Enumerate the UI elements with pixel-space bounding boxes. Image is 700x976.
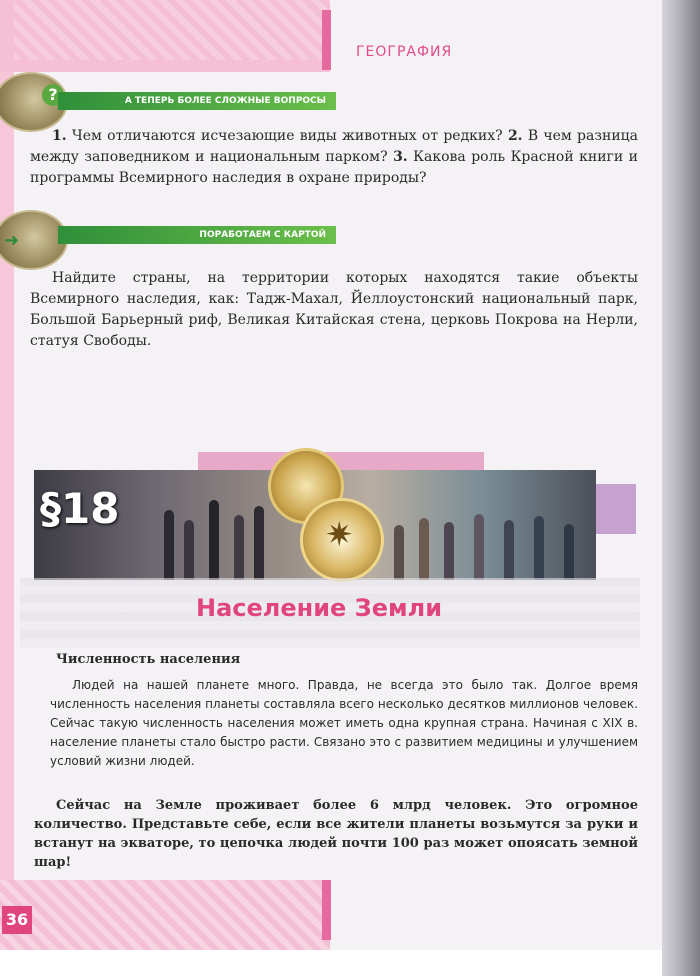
- page-number: 36: [2, 906, 32, 934]
- compass-rose-icon: ✷: [325, 515, 354, 555]
- chapter-title: Население Земли: [196, 594, 443, 622]
- book-spine-shadow: [662, 0, 700, 976]
- left-margin-strip: [0, 0, 14, 950]
- running-head: ГЕОГРАФИЯ: [356, 44, 453, 60]
- q2-number: 2.: [507, 128, 523, 144]
- question-2: В чем разница между заповедником и национальным парком?: [30, 128, 639, 165]
- map-task-text: Найдите страны, на территории которых находятся такие объекты Всемирного наследия, как: Тадж-Махал, Йеллоустонский национальный парк, Большой Барьерный риф, Великая Китайская стена, церковь Покрова на Нерли, статуя Свободы.: [30, 270, 638, 349]
- highlight-paragraph: Сейчас на Земле проживает более 6 млрд человек. Это огромное количество. Представьте себе, если все жители планеты возьмутся за руки и встанут на экваторе, то цепочка людей почти 100 раз может опоясать земной шар!: [34, 798, 638, 870]
- questions-text: [30, 126, 638, 189]
- bottom-decor-band: [0, 880, 330, 950]
- subheading: Численность населения: [56, 652, 241, 667]
- body-paragraph: Людей на нашей планете много. Правда, не всегда это было так. Долгое время численность населения планеты составляла всего несколько десятков миллионов человек. Сейчас такую численность населения может иметь одна крупная страна. Начиная с XIX в. население планеты стало быстро расти. Связано это с развитием медицины и улучшением условий жизни людей.: [50, 678, 638, 768]
- pink-accent-bar: [198, 452, 484, 472]
- compass-icon: [300, 498, 384, 582]
- top-pink-bar: [322, 10, 331, 70]
- purple-accent-block: [596, 484, 636, 534]
- arrow-icon: ➜: [4, 230, 20, 251]
- bottom-pink-bar: [322, 880, 331, 940]
- q3-number: 3.: [393, 149, 408, 165]
- map-task: [30, 268, 638, 352]
- question-mark-icon: ?: [42, 84, 64, 106]
- question-3: Какова роль Красной книги и программы Всемирного наследия в охране природы?: [30, 149, 639, 186]
- map-banner: ПОРАБОТАЕМ С КАРТОЙ: [58, 226, 336, 244]
- questions-banner: А ТЕПЕРЬ БОЛЕЕ СЛОЖНЫЕ ВОПРОСЫ: [58, 92, 336, 110]
- q1-number: 1.: [52, 128, 67, 144]
- question-1: Чем отличаются исчезающие виды животных от редких?: [71, 128, 503, 144]
- section-number: §18: [40, 484, 120, 533]
- top-decor-band: [0, 0, 330, 72]
